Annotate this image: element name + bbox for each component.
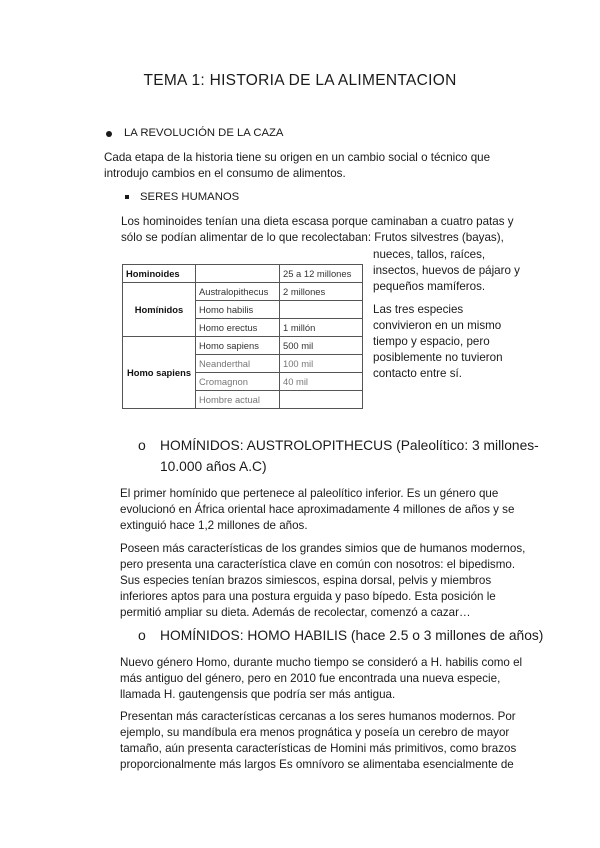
paragraph-line: pero presenta una característica clave en común con nosotros: el bipedismo. [120, 558, 516, 571]
homo-habilis-paragraph-2 [120, 709, 516, 773]
paragraph-line: Los hominoides tenían una dieta escasa porque caminaban a cuatro patas y [121, 215, 514, 228]
hominid-table [122, 264, 363, 409]
table-cell: 1 millón [280, 319, 363, 337]
paragraph-line: ejemplo, su mandíbula era menos prognática y poseía un cerebro de mayor [120, 726, 510, 739]
table-cell: 2 millones [280, 283, 363, 301]
paragraph-line: insectos, huevos de pájaro y [373, 264, 520, 277]
side-note-line: convivieron en un mismo [373, 319, 502, 332]
subsection-heading-seres-humanos: SERES HUMANOS [140, 191, 240, 203]
paragraph-line: sólo se podían alimentar de lo que recolectaban: Frutos silvestres (bayas), [121, 231, 504, 244]
austrolopithecus-paragraph-2 [120, 541, 525, 621]
table-cell: 100 mil [280, 355, 363, 373]
paragraph-line: permitió ampliar su dieta. Además de recolectar, comenzó a cazar… [120, 606, 471, 619]
paragraph-line: introdujo cambios en el consumo de alimentos. [104, 167, 346, 180]
paragraph-line: evolucionó en África oriental hace aproximadamente 4 millones de años y se [120, 503, 515, 516]
paragraph-line: El primer homínido que pertenece al paleolítico inferior. Es un género que [120, 487, 499, 500]
paragraph-line: pequeños mamíferos. [373, 280, 486, 293]
table-cell: Hominoides [123, 265, 196, 283]
table-cell: Homo sapiens [196, 337, 280, 355]
table-header-row [123, 265, 363, 283]
paragraph-line: extinguió hace 1,2 millones de años. [120, 519, 308, 532]
table-cell: 25 a 12 millones [280, 265, 363, 283]
table-row [123, 283, 363, 301]
table-group-cell: Homínidos [123, 283, 196, 337]
paragraph-line: Sus especies tenían brazos simiescos, espina dorsal, pelvis y miembros [120, 574, 492, 587]
intro-paragraph [104, 150, 490, 182]
section-heading-austrolopithecus: HOMÍNIDOS: AUSTROLOPITHECUS (Paleolítico: 3 millones- [160, 438, 539, 453]
paragraph-line: nueces, tallos, raíces, [373, 248, 486, 261]
table-cell: Homo habilis [196, 301, 280, 319]
hominoides-paragraph [121, 214, 514, 246]
table-cell: 500 mil [280, 337, 363, 355]
table-cell: 40 mil [280, 373, 363, 391]
paragraph-line: Cada etapa de la historia tiene su origen en un cambio social o técnico que [104, 151, 491, 164]
table-cell: Australopithecus [196, 283, 280, 301]
bullet-dot [106, 131, 112, 137]
table-row [123, 337, 363, 355]
side-note-line: Las tres especies [373, 303, 464, 316]
paragraph-line: más antiguo del género, pero en 2010 fue encontrada una nueva especie, [120, 672, 501, 685]
section-heading-austrolopithecus-cont: 10.000 años A.C) [160, 459, 267, 474]
side-note-line: posiblemente no tuvieron [373, 351, 503, 364]
bullet-circle: o [138, 437, 146, 453]
document-title: TEMA 1: HISTORIA DE LA ALIMENTACION [143, 72, 457, 89]
table-group-cell: Homo sapiens [123, 337, 196, 409]
section-heading-homo-habilis: HOMÍNIDOS: HOMO HABILIS (hace 2.5 o 3 millones de años) [160, 628, 544, 643]
table-cell [280, 301, 363, 319]
table-cell: Cromagnon [196, 373, 280, 391]
paragraph-line: tamaño, aún presenta características de Homini más primitivos, como brazos [120, 742, 517, 755]
table-cell: Neanderthal [196, 355, 280, 373]
homo-habilis-paragraph-1 [120, 655, 522, 703]
bullet-square [125, 195, 129, 199]
side-note-line: contacto entre sí. [373, 367, 462, 380]
table-cell: Homo erectus [196, 319, 280, 337]
paragraph-line: Poseen más características de los grandes simios que de humanos modernos, [120, 542, 526, 555]
table-cell [280, 391, 363, 409]
table-cell: Hombre actual [196, 391, 280, 409]
paragraph-line: Nuevo género Homo, durante mucho tiempo se consideró a H. habilis como el [120, 656, 523, 669]
bullet-circle: o [138, 627, 146, 643]
hominoides-paragraph-continued [373, 247, 520, 295]
paragraph-line: proporcionalmente más largos Es omnívoro se alimentaba esencialmente de [120, 758, 514, 771]
paragraph-line: Presentan más características cercanas a los seres humanos modernos. Por [120, 710, 516, 723]
section-heading-revolucion: LA REVOLUCIÓN DE LA CAZA [124, 127, 284, 139]
table-cell [196, 265, 280, 283]
side-note [373, 302, 503, 382]
side-note-line: tiempo y espacio, pero [373, 335, 490, 348]
paragraph-line: inferiores aptos para una postura erguida y paso bípedo. Esta posición le [120, 590, 496, 603]
paragraph-line: llamada H. gautengensis que podría ser más antigua. [120, 688, 396, 701]
austrolopithecus-paragraph-1 [120, 486, 514, 534]
